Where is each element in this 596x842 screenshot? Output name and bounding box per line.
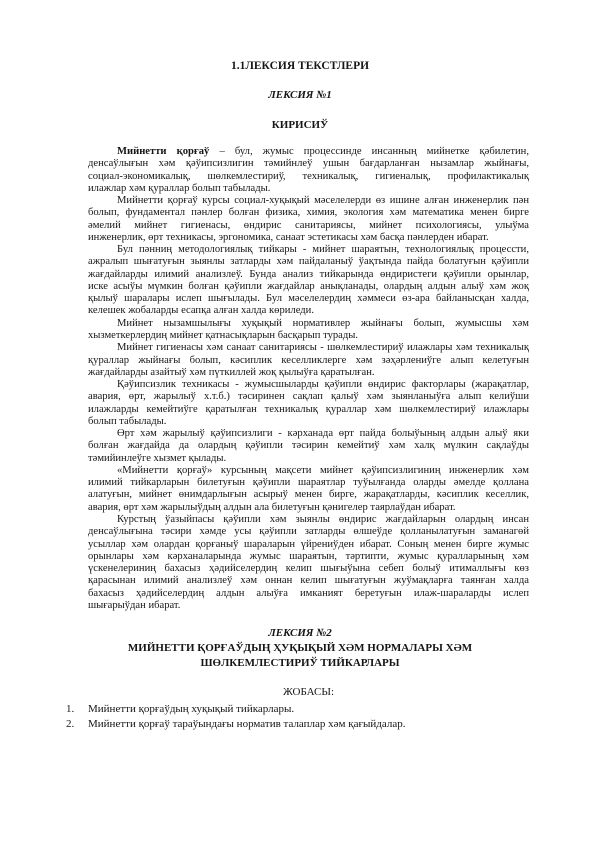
bold-term: Мийнетти қорғаў xyxy=(117,146,210,157)
paragraph-line: жағдайларды илимий анализлеў. Бунда анализ тийкарында өндиристеги қәўипли орынлар, xyxy=(88,268,529,280)
line-text: – бул, жумыс процессинде инсанның мийнетке қәбилетин, xyxy=(219,146,529,157)
paragraph-line: Бул пәнниң методологиялық тийкары - мийнет шараятын, технологиялық процессти, xyxy=(117,244,529,256)
paragraph-line: болған жағдайда да олардың қәўипли тәсирин кемейтиў хәм халқ мүлкин сақлаўды xyxy=(88,440,529,452)
paragraph-line: ажралып шығатуғын зыянлы затларды хәм пайдаланыў ўақтында пайда болатуғын қәўипли xyxy=(88,256,529,268)
plan-item-number: 2. xyxy=(66,718,75,730)
paragraph-line: авария, өрт, жарылыў х.т.б.) тәсиринен сақлап қалыў хәм зыянланыўға алып келиўши xyxy=(88,391,529,403)
paragraph-line: болып, фундаментал пәнлер болған физика, химия, экология хәм математика менен бирге xyxy=(88,207,529,219)
paragraph xyxy=(88,465,529,514)
paragraph-line: алатуғын, мийнет өнимдарлығын асырыў менен бирге, жарақатларды, кәсиплик кеселлик, xyxy=(88,489,529,501)
plan-item-text: Мийнетти қорғаўдың хуқықый тийкарлары. xyxy=(88,703,295,715)
plan-item-number: 1. xyxy=(66,703,75,715)
plan-item-text: Мийнетти қорғаў тараўындағы норматив талаплар хәм қағыйдалар. xyxy=(88,718,406,730)
paragraph-line: орынлары хәм кәрханаларында жумыс шараятын, тәртипти, жумыс қуралларының хәм xyxy=(88,550,529,562)
paragraph-line: болып табылады. xyxy=(88,415,167,427)
paragraph-line: социал-экономикалық, шөлкемлестириў, техникалық, гигиеналық, профилактикалық xyxy=(88,170,529,182)
lecture-2-title-line: ШӨЛКЕМЛЕСТИРИЎ ТИЙКАРЛАРЫ xyxy=(200,657,400,669)
paragraph xyxy=(88,514,529,612)
paragraph-line: жағдайларды азайтыў хәм пүткиллей жоқ қылыўға қаратылған. xyxy=(88,366,375,378)
paragraph-line: қылыў шаралары ислеп шығылады. Бул мәселелердиң хәммеси өз-ара байланысқан халда, xyxy=(88,293,529,305)
paragraph-line: келешек жобаларды есапқа алған халда көриледи. xyxy=(88,305,314,317)
paragraph-line: иске асыўы мүмкин болған қәўипли жағдайлар анықланады, олардың алдын алыў хәм жоқ xyxy=(88,280,529,292)
lecture-2-label: ЛЕКСИЯ №2 xyxy=(268,627,332,639)
chapter-title: 1.1ЛЕКСИЯ ТЕКСТЛЕРИ xyxy=(230,60,370,72)
paragraph-line: Курстың ўазыйпасы қәўипли хәм зыянлы өндирис жағдайларын олардың инсан xyxy=(117,513,529,525)
paragraph-line: тәмийинлеўге хызмет қылады. xyxy=(88,452,227,464)
paragraph-line: Мийнетти қорғаў курсы социал-хуқықый мәселелерди өз ишине алған инженерлик пән xyxy=(117,195,529,207)
paragraph-line: Өрт хәм жарылыў қәўипсизлиги - кәрханада өрт пайда болыўының алдын алыў яки xyxy=(117,428,529,440)
paragraph xyxy=(88,342,529,379)
paragraph xyxy=(88,379,529,428)
lecture-2-title xyxy=(70,641,530,671)
paragraph xyxy=(88,146,529,195)
lecture-1-label: ЛЕКСИЯ №1 xyxy=(268,89,332,101)
paragraph-line: денсаўлығын хәм қәўипсизлигин тәмийнлеў ушын бағдарланған нызамлар жыйнағы, xyxy=(88,158,529,170)
plan-item xyxy=(0,702,596,717)
paragraph-line: усыллар хәм олардан қорғаныў шараларын үйрениўден ибарат. Соның менен бирге жумыс xyxy=(88,538,529,550)
paragraph-line: илимий тийкарларын билетуғын қәўипли шараятлар туўылғанда оларды әмелде қоллана xyxy=(88,477,529,489)
paragraph-line: әмелий мийнет гигиенасы, өндирис санитариясы, мийнет психологиясы, улыўма xyxy=(88,219,529,231)
plan-item xyxy=(0,717,596,732)
plan-label: ЖОБАСЫ: xyxy=(282,686,335,698)
paragraph-line: илажлар хәм қураллар болып табылады. xyxy=(88,182,271,194)
paragraph-line: хызметкерлердиң мийнет қатнасықларын басқарып турады. xyxy=(88,329,359,341)
lecture-2-title-line: МИЙНЕТТИ ҚОРҒАЎДЫҢ ҲУҚЫҚЫЙ ХӘМ НОРМАЛАРЫ ХӘМ xyxy=(127,642,473,654)
paragraph xyxy=(88,195,529,244)
paragraph-line: қарасынан илимий анализлеў хәм оннан келип шығатуғын жуўмақларға таянған халда xyxy=(88,575,529,587)
paragraph-line: «Мийнетти қорғаў» курсының мақсети мийнет қәўипсизлигиниң инженерлик хәм xyxy=(117,464,529,476)
lecture-1-section-title: КИРИСИЎ xyxy=(271,119,329,131)
paragraph-line xyxy=(88,146,529,158)
paragraph-line: Қәўипсизлик техникасы - жумысшыларды қәўипли өндирис факторлары (жарақатлар, xyxy=(117,379,529,391)
paragraph-line: инженерлик, өрт техникасы, эргономика, санаат эстетикасы хәм басқа пәнлерден ибарат. xyxy=(88,231,489,243)
paragraph xyxy=(88,318,529,343)
paragraph-line: Мийнет нызамшылығы хуқықый нормативлер жыйнағы болып, жумысшы хәм xyxy=(117,317,529,329)
paragraph-line: илажларды кемейтиўге қаратылған техникалық қураллар хәм шөлкемлестириў илажлары xyxy=(88,403,529,415)
paragraph-line: Мийнет гигиенасы хәм санаат санитариясы - шөлкемлестириў илажлары хәм техникалық xyxy=(117,342,529,354)
paragraph xyxy=(88,244,529,318)
paragraph-line: денсаўлығына тәсири хәмде усы қәўипли затларды өлшеўде қолланылатуғын заманагөй xyxy=(88,526,529,538)
paragraph-line: бахасыз ҳәдийселердиң алдын алыўға имканият беретуғын илаж-шараларды ислеп xyxy=(88,587,529,599)
paragraph-line: үскенелериниң бахасыз ҳәдийселердиң келип шығыўына себеп болыў итималлығы көз xyxy=(88,563,529,575)
paragraph xyxy=(88,428,529,465)
lecture-1-body xyxy=(88,146,529,612)
plan-list xyxy=(0,702,596,732)
paragraph-line: шығарыўдан ибарат. xyxy=(88,599,181,611)
paragraph-line: авария, өрт хәм жарылыўдың алдын ала билетуғын қәнигелер таярлаўдан ибарат. xyxy=(88,501,456,513)
paragraph-line: қураллар жыйнағы болып, кәсиплик кеселликлерге хәм зәҳәрлениўге алып келетуғын xyxy=(88,354,529,366)
